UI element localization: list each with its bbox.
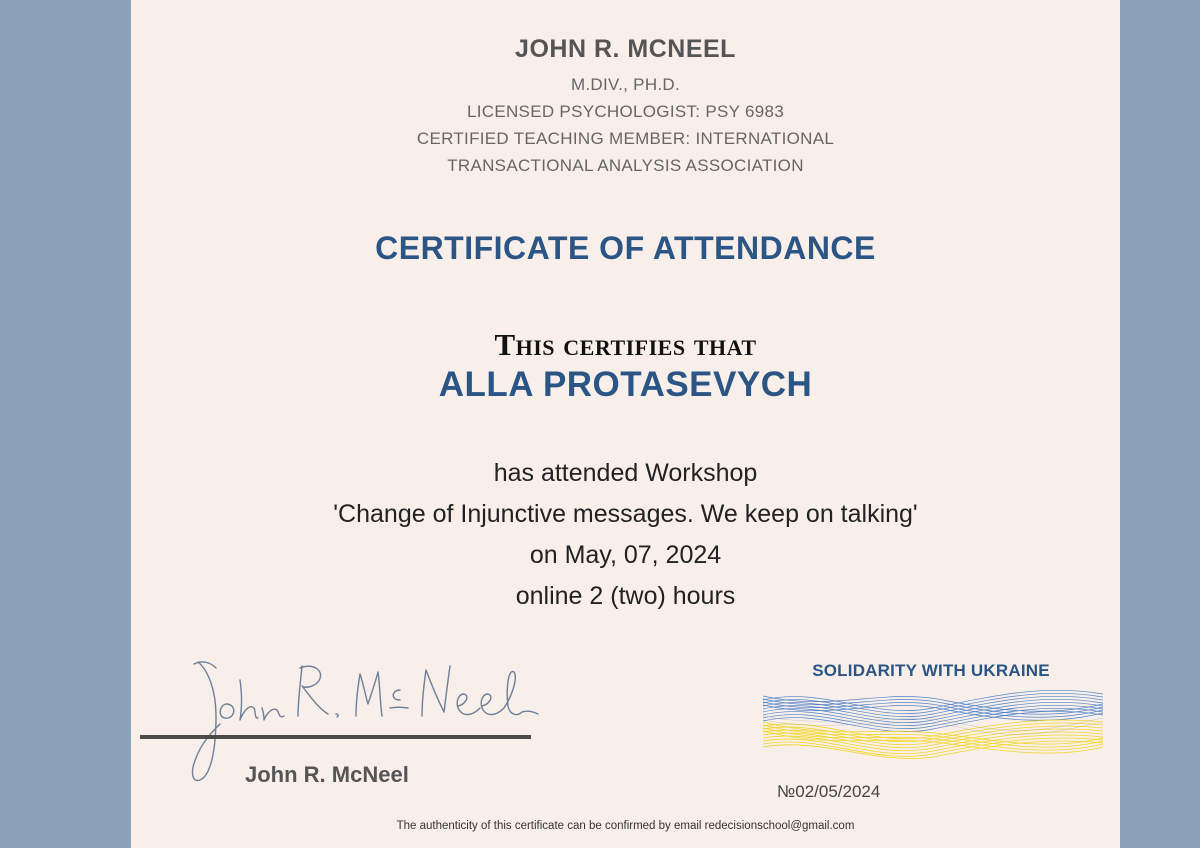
attendance-statement: has attended Workshop [493,459,758,487]
issuer-credential-association: TRANSACTIONAL ANALYSIS ASSOCIATION [447,156,804,175]
certificate-page [131,0,1120,848]
signature-line [140,735,531,739]
issuer-credential-license: LICENSED PSYCHOLOGIST: PSY 6983 [466,102,784,121]
issuer-credential-degrees: M.DIV., PH.D. [570,75,681,94]
attendee-name: ALLA PROTASEVYCH [438,365,813,404]
workshop-title: 'Change of Injunctive messages. We keep on talking' [333,500,918,528]
ukraine-flag-wave-icon [763,686,1103,766]
workshop-duration: online 2 (two) hours [515,582,736,610]
solidarity-label: SOLIDARITY WITH UKRAINE [812,661,1050,680]
issuer-credential-membership: CERTIFIED TEACHING MEMBER: INTERNATIONAL [416,129,835,148]
certificate-title: CERTIFICATE OF ATTENDANCE [375,230,876,266]
signer-name: John R. McNeel [245,762,409,787]
authenticity-note: The authenticity of this certificate can be confirmed by email redecisionschool@gmail.com [396,820,855,832]
workshop-date: on May, 07, 2024 [529,541,722,569]
certificate-number: №02/05/2024 [777,782,881,801]
certifies-text: This certifies that [494,327,757,362]
issuer-name: JOHN R. MCNEEL [515,35,736,63]
